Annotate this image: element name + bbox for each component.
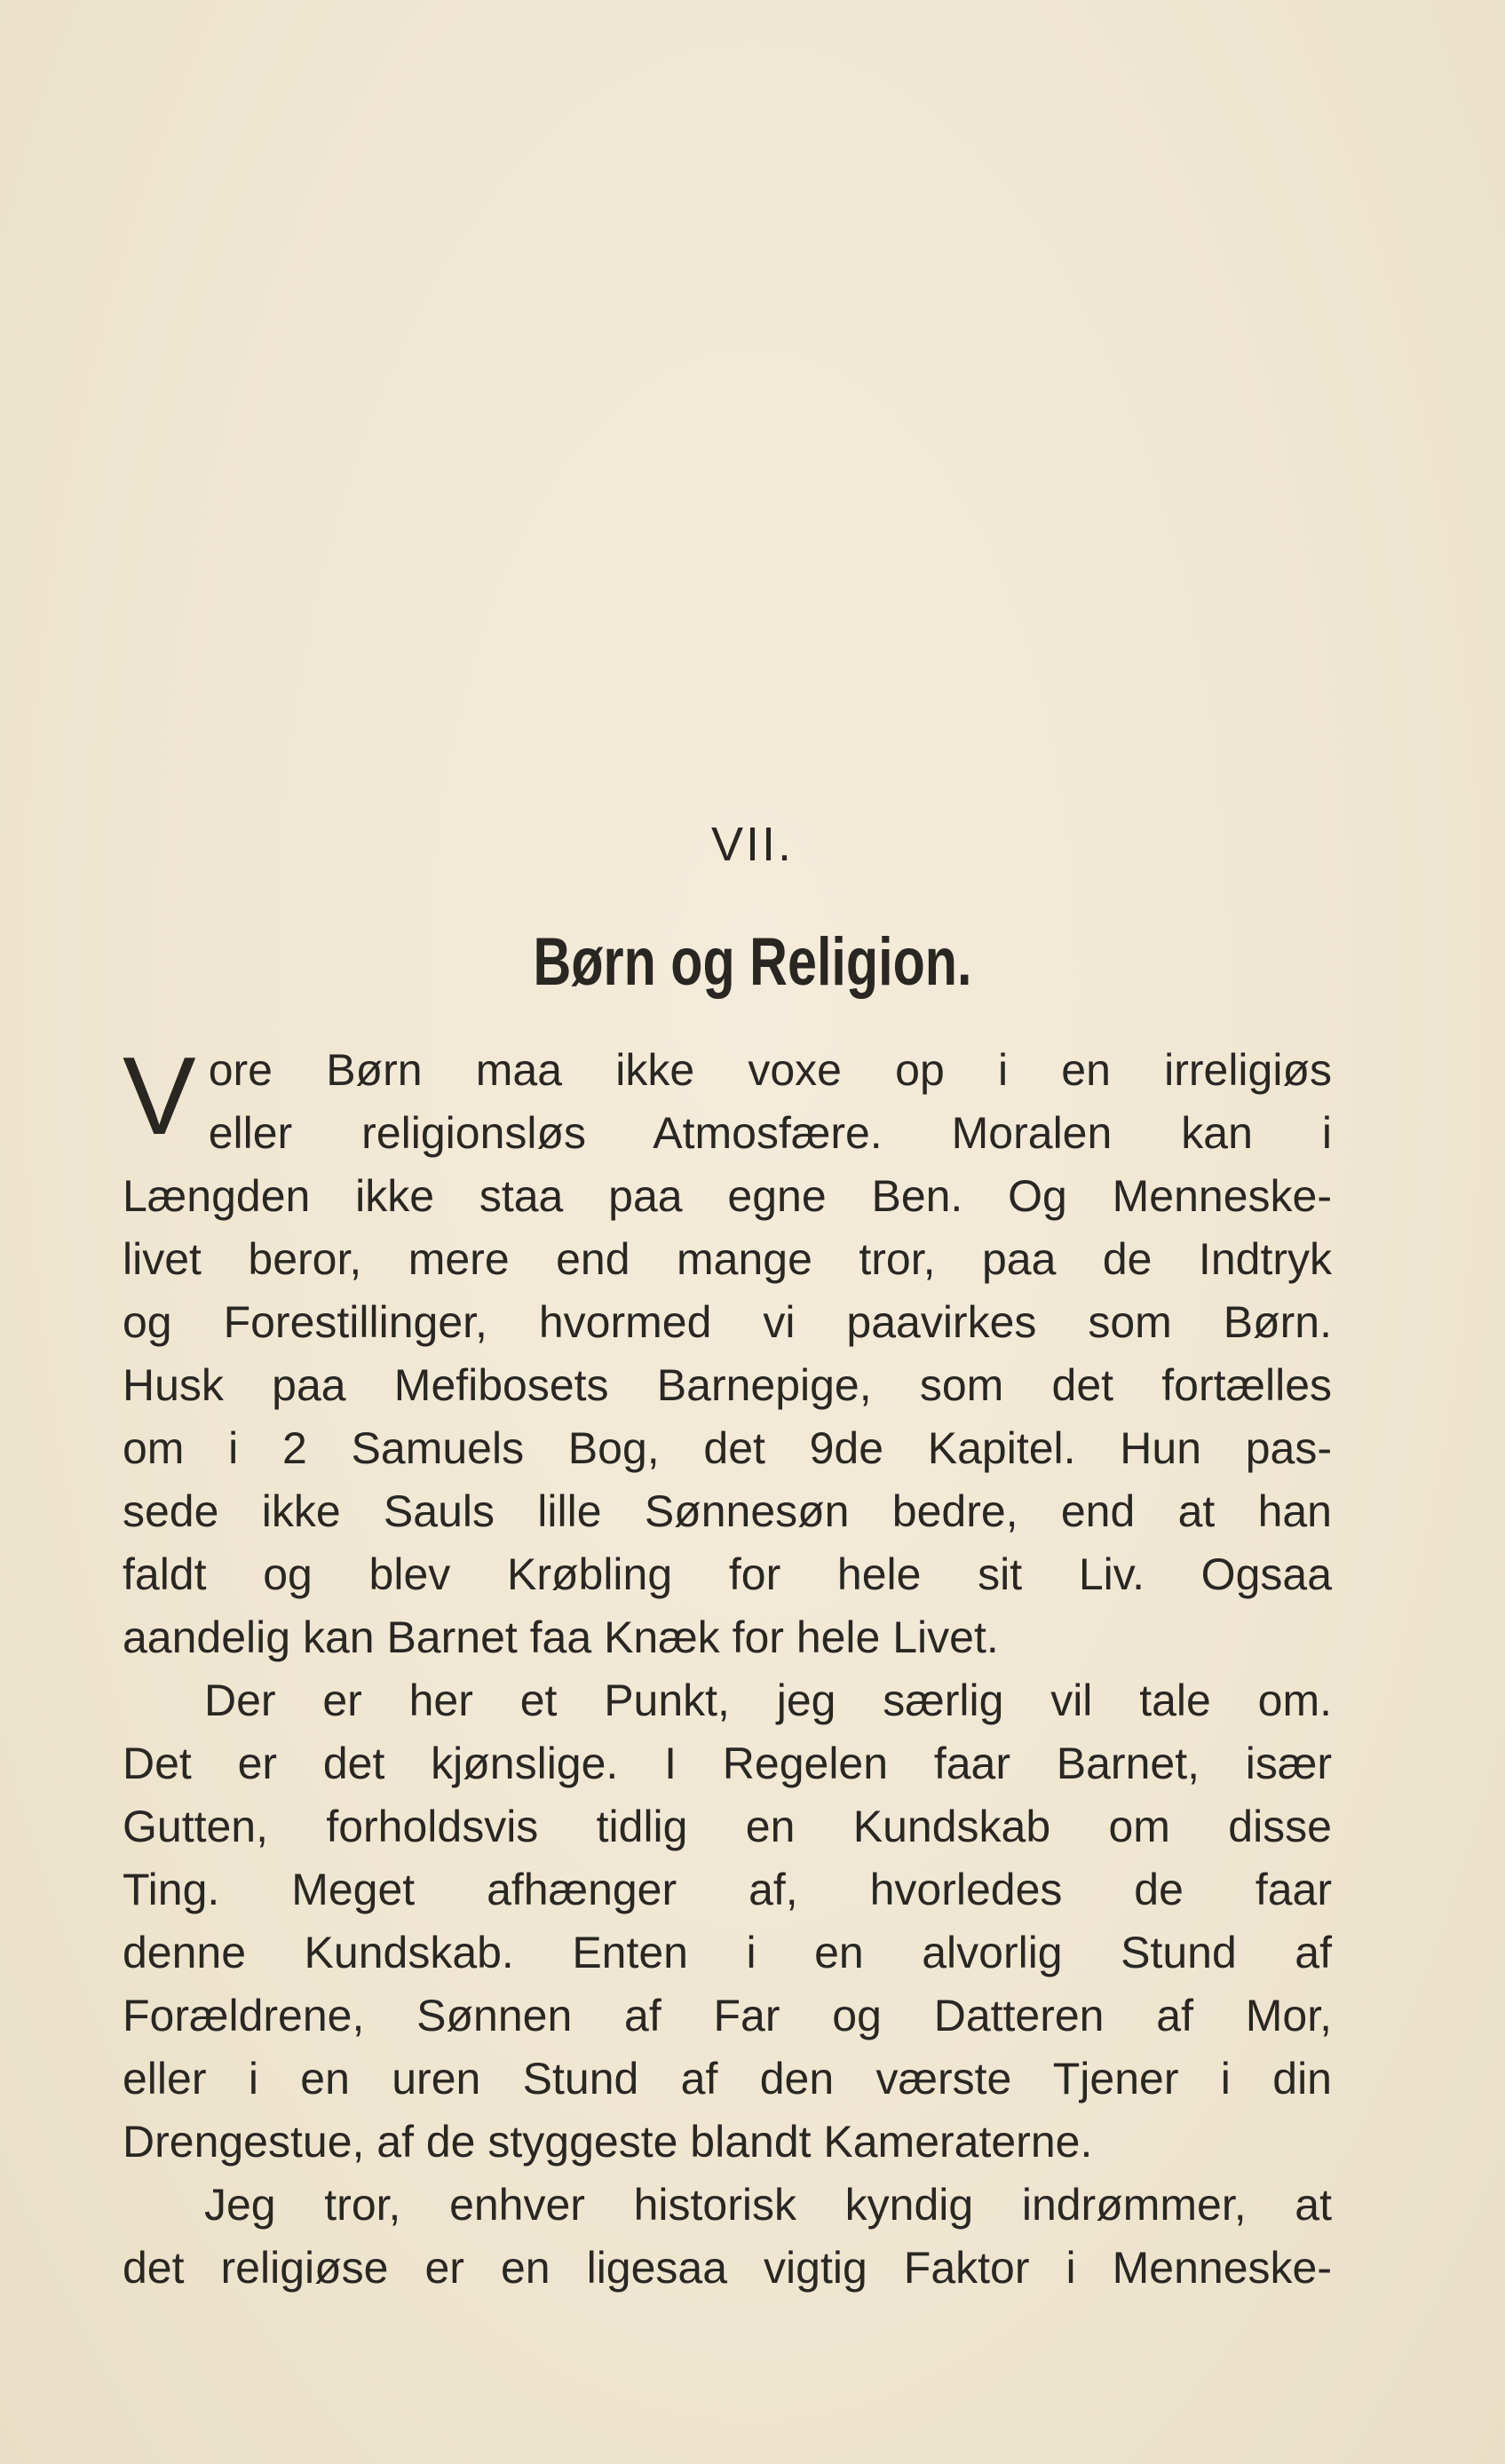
text-line: eller religionsløs Atmosfære. Moralen kan i	[208, 1108, 1332, 1158]
text-line: sede ikke Sauls lille Sønnesøn bedre, end at han	[123, 1486, 1332, 1536]
text-line: eller i en uren Stund af den værste Tjener i din	[123, 2054, 1332, 2104]
text-line: aandelig kan Barnet faa Knæk for hele Livet.	[123, 1612, 999, 1662]
text-line: og Forestillinger, hvormed vi paavirkes som Børn.	[123, 1297, 1332, 1347]
chapter-title: Børn og Religion.	[533, 924, 972, 1000]
drop-cap: V	[123, 1035, 196, 1158]
text-line: Jeg tror, enhver historisk kyndig indrømmer, at	[204, 2180, 1332, 2230]
chapter-number: VII.	[710, 818, 795, 871]
text-line: Drengestue, af de styggeste blandt Kameraterne.	[123, 2117, 1093, 2167]
text-line: Gutten, forholdsvis tidlig en Kundskab om disse	[123, 1802, 1332, 1851]
text-line: Forældrene, Sønnen af Far og Datteren af Mor,	[123, 1991, 1332, 2040]
text-line: ore Børn maa ikke voxe op i en irreligiøs	[208, 1045, 1332, 1095]
text-line: Der er her et Punkt, jeg særlig vil tale om.	[204, 1676, 1332, 1725]
text-line: livet beror, mere end mange tror, paa de Indtryk	[123, 1234, 1332, 1284]
text-line: Ting. Meget afhænger af, hvorledes de faar	[123, 1865, 1332, 1914]
text-line: faldt og blev Krøbling for hele sit Liv. Ogsaa	[123, 1549, 1332, 1599]
body-text	[123, 1035, 1332, 2300]
text-line: om i 2 Samuels Bog, det 9de Kapitel. Hun pas-	[123, 1423, 1332, 1473]
text-line: Længden ikke staa paa egne Ben. Og Menneske-	[123, 1171, 1332, 1221]
text-line: Husk paa Mefibosets Barnepige, som det fortælles	[123, 1360, 1332, 1410]
text-line: det religiøse er en ligesaa vigtig Faktor i Menneske-	[123, 2243, 1332, 2293]
text-line: Det er det kjønslige. I Regelen faar Barnet, især	[123, 1739, 1332, 1788]
text-line: denne Kundskab. Enten i en alvorlig Stund af	[123, 1928, 1332, 1977]
